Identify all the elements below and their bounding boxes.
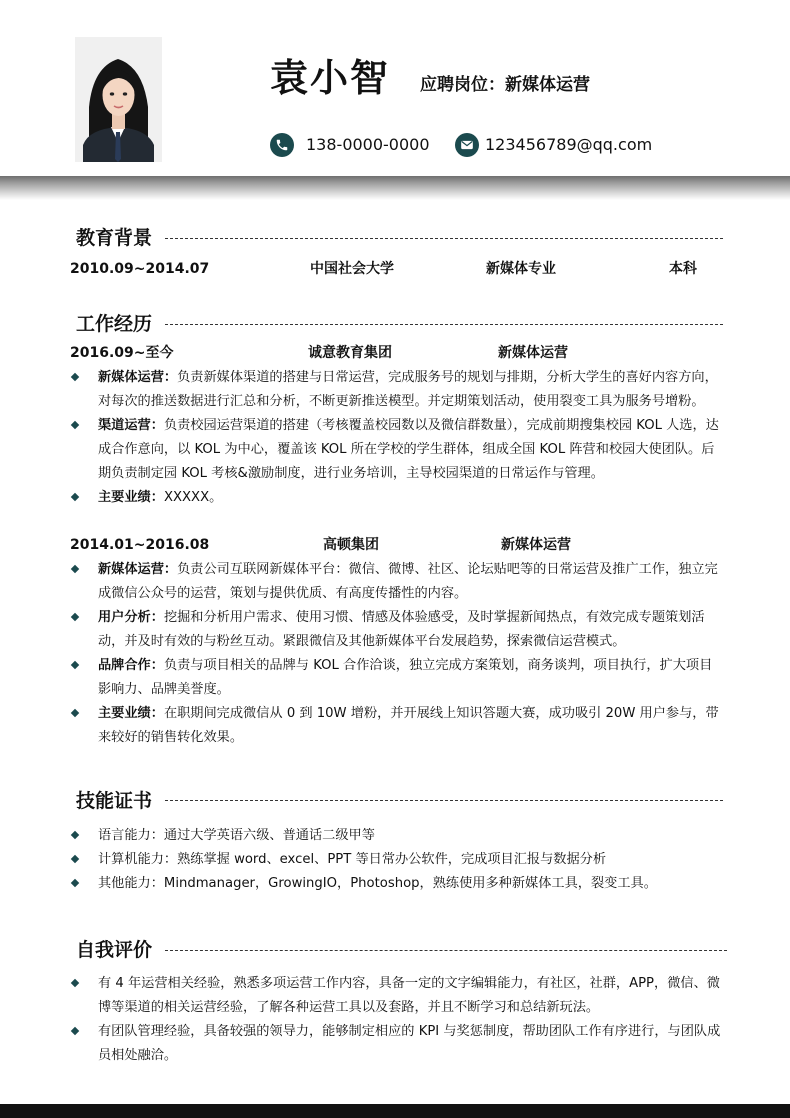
job-1-duties: [70, 366, 725, 510]
list-item: 语言能力：通过大学英语六级、普通话二级甲等: [70, 824, 725, 848]
applied-position: 应聘岗位：新媒体运营: [420, 75, 590, 95]
contact-phone: [270, 132, 430, 158]
list-item: 主要业绩：在职期间完成微信从 0 到 10W 增粉，并开展线上知识答题大赛，成功吸引 20W 用户参与，带来较好的销售转化效果。: [70, 702, 725, 750]
footer-bar: [0, 1104, 790, 1118]
education-period: 2010.09~2014.07: [70, 261, 210, 277]
phone-number: 138-0000-0000: [306, 135, 430, 154]
skills-title: 技能证书: [76, 790, 153, 812]
education-degree: 本科: [669, 261, 697, 277]
job-2-duties: [70, 558, 725, 750]
work-title: 工作经历: [76, 313, 153, 335]
list-item: 有团队管理经验，具备较强的领导力，能够制定相应的 KPI 与奖惩制度，帮助团队工作有序进行，与团队成员相处融洽。: [70, 1020, 725, 1068]
list-item: 新媒体运营：负责新媒体渠道的搭建与日常运营，完成服务号的规划与排期，分析大学生的喜好内容方向，对每次的推送数据进行汇总和分析，不断更新推送模型。并定期策划活动，使用裂变工具为服务号增粉。: [70, 366, 725, 414]
education-school: 中国社会大学: [310, 261, 394, 277]
resume-header: [0, 0, 790, 176]
list-item: 其他能力：Mindmanager，GrowingIO，Photoshop，熟练使用多种新媒体工具，裂变工具。: [70, 872, 725, 896]
job-1-role: 新媒体运营: [498, 345, 568, 361]
self-evaluation-list: [70, 972, 725, 1068]
mail-icon: [455, 133, 479, 157]
candidate-name: 袁小智: [270, 56, 391, 100]
profile-photo: [75, 37, 162, 162]
self-evaluation-divider: [165, 950, 727, 951]
list-item: 新媒体运营：负责公司互联网新媒体平台：微信、微博、社区、论坛贴吧等的日常运营及推广工作，独立完成微信公众号的运营，策划与提供优质、有高度传播性的内容。: [70, 558, 725, 606]
job-2-company: 高顿集团: [323, 537, 379, 553]
list-item: 主要业绩：XXXXX。: [70, 486, 725, 510]
contact-email: [455, 132, 652, 158]
skills-list: [70, 824, 725, 896]
education-title: 教育背景: [76, 227, 153, 249]
skills-divider: [165, 800, 723, 801]
list-item: 品牌合作：负责与项目相关的品牌与 KOL 合作洽谈，独立完成方案策划，商务谈判，项目执行，扩大项目影响力、品牌美誉度。: [70, 654, 725, 702]
education-major: 新媒体专业: [486, 261, 556, 277]
list-item: 用户分析：挖掘和分析用户需求、使用习惯、情感及体验感受，及时掌握新闻热点，有效完成专题策划活动，并及时有效的与粉丝互动。紧跟微信及其他新媒体平台发展趋势，探索微信运营模式。: [70, 606, 725, 654]
header-shadow-band: [0, 176, 790, 200]
job-2-period: 2014.01~2016.08: [70, 537, 210, 553]
work-divider: [165, 324, 723, 325]
job-2-role: 新媒体运营: [501, 537, 571, 553]
email-address: 123456789@qq.com: [485, 135, 653, 154]
job-1-period: 2016.09~至今: [70, 345, 174, 361]
self-evaluation-title: 自我评价: [76, 939, 153, 961]
phone-icon: [270, 133, 294, 157]
education-divider: [165, 238, 723, 239]
list-item: 有 4 年运营相关经验，熟悉多项运营工作内容，具备一定的文字编辑能力，有社区，社群，APP，微信、微博等渠道的相关运营经验，了解各种运营工具以及套路，并且不断学习和总结新玩法。: [70, 972, 725, 1020]
job-1-company: 诚意教育集团: [308, 345, 392, 361]
list-item: 计算机能力：熟练掌握 word、excel、PPT 等日常办公软件，完成项目汇报与数据分析: [70, 848, 725, 872]
list-item: 渠道运营：负责校园运营渠道的搭建（考核覆盖校园数以及微信群数量），完成前期搜集校园 KOL 人选，达成合作意向，以 KOL 为中心，覆盖该 KOL 所在学校的学生群体，组成全国 KOL 阵营和校园大使团队。后期负责制定园 KOL 考核&激励制度，进行业务培训，主导校园渠道的日常运作与管理。: [70, 414, 725, 486]
